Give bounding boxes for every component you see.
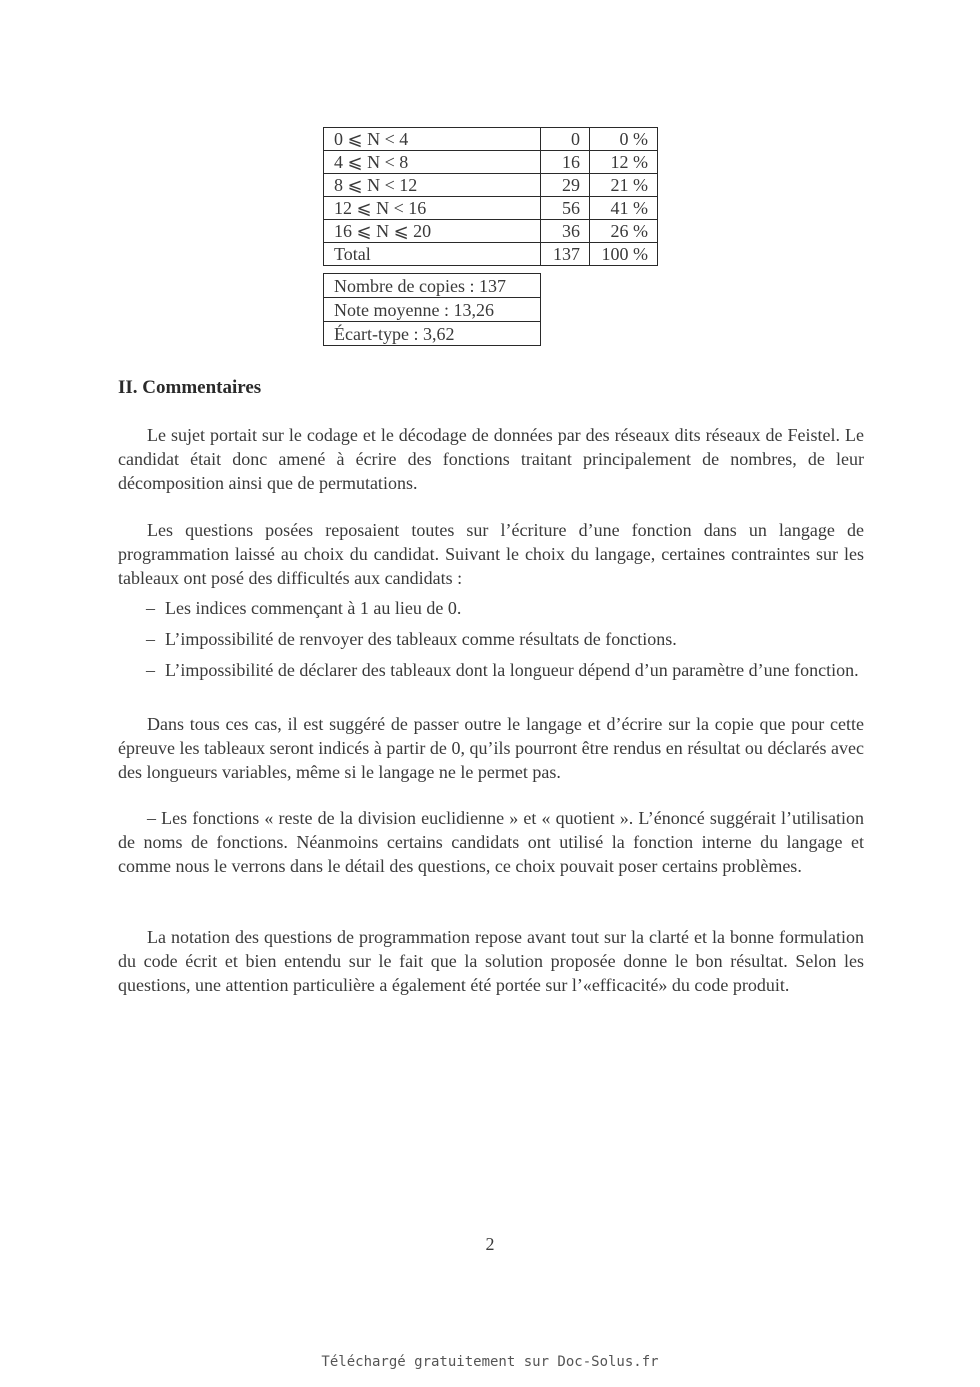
percent-cell: 0 % [590, 128, 658, 151]
paragraph-workaround: Dans tous ces cas, il est suggéré de passer outre le langage et d’écrire sur la copie que pour cette épreuve les tableaux seront indicés à partir de 0, qu’ils pourront être rendus en résultat ou déclarés avec des longueurs variables, même si le langage ne le permet pas. [118, 714, 864, 782]
grade-range-cell: 8 ⩽ N < 12 [324, 174, 541, 197]
grade-range-cell: 16 ⩽ N ⩽ 20 [324, 220, 541, 243]
table-row [324, 274, 541, 298]
list-item-text: Les indices commençant à 1 au lieu de 0. [165, 598, 462, 618]
paragraph-functions: – Les fonctions « reste de la division euclidienne » et « quotient ». L’énoncé suggérait l’utilisation de noms de fonctions. Néanmoins certains candidats ont utilisé la fonction interne du langage et comme nous le verrons dans le détail des questions, ce choix pouvait poser certains problèmes. [118, 808, 864, 876]
table-row-total [324, 243, 658, 266]
total-label-cell: Total [324, 243, 541, 266]
percent-cell: 21 % [590, 174, 658, 197]
table-row [324, 322, 541, 346]
paragraph-questions: Les questions posées reposaient toutes sur l’écriture d’une fonction dans un langage de programmation laissé au choix du candidat. Suivant le choix du langage, certaines contraintes sur les tableaux ont posé des difficultés aux candidats : [118, 520, 864, 588]
list-item-text: L’impossibilité de renvoyer des tableaux comme résultats de fonctions. [165, 629, 677, 649]
percent-cell: 12 % [590, 151, 658, 174]
statistics-table [323, 273, 541, 346]
grade-distribution-table [323, 127, 658, 266]
page-number: 2 [485, 1234, 495, 1254]
footer-text: Téléchargé gratuitement sur Doc-Solus.fr [321, 1354, 659, 1370]
average-grade-cell: Note moyenne : 13,26 [324, 298, 541, 322]
list-item [146, 658, 864, 682]
count-cell: 0 [541, 128, 590, 151]
table-row [324, 298, 541, 322]
table-row [324, 128, 658, 151]
list-item [146, 627, 864, 651]
table-row [324, 197, 658, 220]
count-cell: 36 [541, 220, 590, 243]
paragraph-grading: La notation des questions de programmation repose avant tout sur la clarté et la bonne formulation du code écrit et bien entendu sur le fait que la solution proposée donne le bon résultat. Selon les questions, une attention particulière a également été portée sur l’«efficacité» du code produit. [118, 927, 864, 995]
grade-range-cell: 0 ⩽ N < 4 [324, 128, 541, 151]
standard-deviation-cell: Écart-type : 3,62 [324, 322, 541, 346]
bullet-dash: – [146, 598, 155, 618]
percent-cell: 26 % [590, 220, 658, 243]
bullet-dash: – [146, 660, 155, 680]
total-percent-cell: 100 % [590, 243, 658, 266]
grade-range-cell: 12 ⩽ N < 16 [324, 197, 541, 220]
copies-count-cell: Nombre de copies : 137 [324, 274, 541, 298]
table-row [324, 220, 658, 243]
table-row [324, 174, 658, 197]
count-cell: 29 [541, 174, 590, 197]
list-item [146, 596, 864, 620]
list-item-text: L’impossibilité de déclarer des tableaux dont la longueur dépend d’un paramètre d’une fonction. [165, 660, 859, 680]
paragraph-intro: Le sujet portait sur le codage et le décodage de données par des réseaux dits réseaux de Feistel. Le candidat était donc amené à écrire des fonctions traitant principalement de nombres, de leur décomposition ainsi que de permutations. [118, 425, 864, 493]
grade-range-cell: 4 ⩽ N < 8 [324, 151, 541, 174]
count-cell: 16 [541, 151, 590, 174]
section-title: II. Commentaires [118, 377, 262, 398]
percent-cell: 41 % [590, 197, 658, 220]
count-cell: 56 [541, 197, 590, 220]
bullet-dash: – [146, 629, 155, 649]
total-count-cell: 137 [541, 243, 590, 266]
table-row [324, 151, 658, 174]
